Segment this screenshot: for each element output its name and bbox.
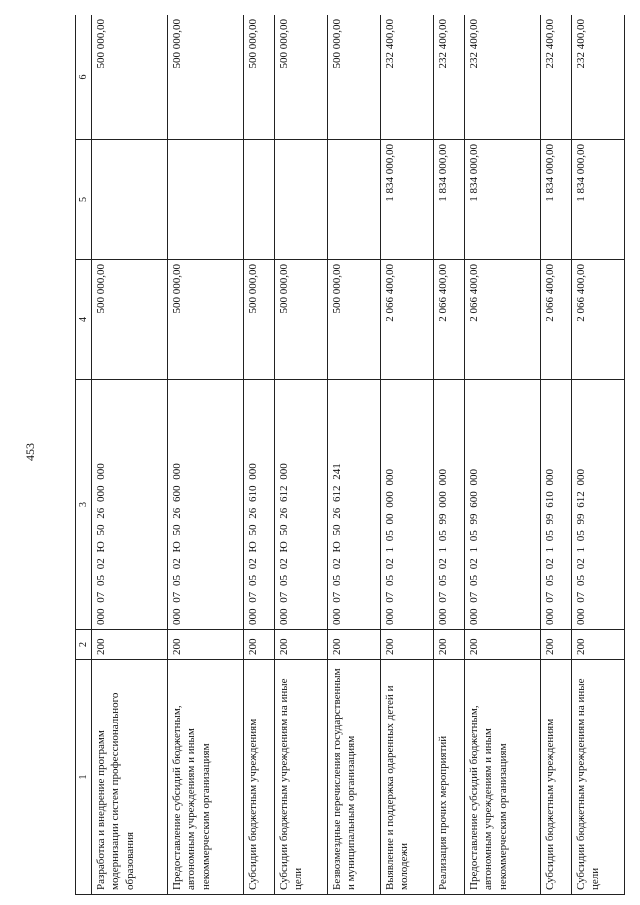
row-col6: 500 000,00 <box>167 15 243 140</box>
row-name: Предоставление субсидий бюджетным, автономным учреждениям и иным некоммерческим организациям <box>167 660 243 895</box>
row-classification-code: 000 07 05 02 1 05 99 000 000 <box>434 380 465 630</box>
row-col6: 232 400,00 <box>434 15 465 140</box>
row-classification-code: 000 07 05 02 1 05 99 600 000 <box>465 380 541 630</box>
row-name: Предоставление субсидий бюджетным, автономным учреждениям и иным некоммерческим организациям <box>465 660 541 895</box>
column-header: 3 <box>76 380 92 630</box>
row-code-200: 200 <box>243 630 274 660</box>
table-row <box>381 15 434 895</box>
row-col6: 232 400,00 <box>465 15 541 140</box>
row-col5: 1 834 000,00 <box>434 140 465 260</box>
row-total: 500 000,00 <box>243 260 274 380</box>
row-col5: 1 834 000,00 <box>381 140 434 260</box>
column-header: 1 <box>76 660 92 895</box>
row-code-200: 200 <box>571 630 624 660</box>
table-row <box>92 15 168 895</box>
row-total: 500 000,00 <box>92 260 168 380</box>
row-classification-code: 000 07 05 02 1 05 99 610 000 <box>541 380 572 630</box>
budget-table-wrapper <box>75 15 625 895</box>
row-col5: 1 834 000,00 <box>571 140 624 260</box>
row-total: 500 000,00 <box>327 260 380 380</box>
row-name: Разработка и внедрение программ модернизации систем профессионального образования <box>92 660 168 895</box>
row-col5 <box>92 140 168 260</box>
header-row <box>76 15 92 895</box>
row-col6: 500 000,00 <box>327 15 380 140</box>
row-total: 2 066 400,00 <box>541 260 572 380</box>
row-name: Реализация прочих мероприятий <box>434 660 465 895</box>
row-name: Выявление и поддержка одаренных детей и молодежи <box>381 660 434 895</box>
row-classification-code: 000 07 05 02 1 05 00 000 000 <box>381 380 434 630</box>
row-code-200: 200 <box>465 630 541 660</box>
column-header: 2 <box>76 630 92 660</box>
row-col5: 1 834 000,00 <box>541 140 572 260</box>
column-header: 4 <box>76 260 92 380</box>
row-code-200: 200 <box>541 630 572 660</box>
row-col6: 500 000,00 <box>274 15 327 140</box>
row-classification-code: 000 07 05 02 Ю 50 26 600 000 <box>167 380 243 630</box>
table-row <box>434 15 465 895</box>
row-classification-code: 000 07 05 02 Ю 50 26 612 241 <box>327 380 380 630</box>
row-total: 2 066 400,00 <box>434 260 465 380</box>
row-classification-code: 000 07 05 02 Ю 50 26 610 000 <box>243 380 274 630</box>
table-row <box>465 15 541 895</box>
row-total: 500 000,00 <box>167 260 243 380</box>
row-classification-code: 000 07 05 02 1 05 99 612 000 <box>571 380 624 630</box>
rotated-page-area <box>75 15 625 895</box>
row-col6: 500 000,00 <box>92 15 168 140</box>
row-col6: 500 000,00 <box>243 15 274 140</box>
row-col5 <box>327 140 380 260</box>
page-number: 453 <box>23 443 37 461</box>
row-name: Субсидии бюджетным учреждениям на иные цели <box>571 660 624 895</box>
row-code-200: 200 <box>274 630 327 660</box>
row-code-200: 200 <box>327 630 380 660</box>
column-header: 6 <box>76 15 92 140</box>
row-col5 <box>167 140 243 260</box>
column-header: 5 <box>76 140 92 260</box>
table-row <box>541 15 572 895</box>
row-col5: 1 834 000,00 <box>465 140 541 260</box>
row-classification-code: 000 07 05 02 Ю 50 26 612 000 <box>274 380 327 630</box>
row-total: 2 066 400,00 <box>465 260 541 380</box>
row-name: Субсидии бюджетным учреждениям <box>243 660 274 895</box>
row-col6: 232 400,00 <box>541 15 572 140</box>
row-total: 500 000,00 <box>274 260 327 380</box>
row-total: 2 066 400,00 <box>571 260 624 380</box>
row-col6: 232 400,00 <box>571 15 624 140</box>
table-row <box>274 15 327 895</box>
row-code-200: 200 <box>381 630 434 660</box>
row-classification-code: 000 07 05 02 Ю 50 26 000 000 <box>92 380 168 630</box>
row-name: Субсидии бюджетным учреждениям <box>541 660 572 895</box>
row-name: Безвозмездные перечисления государственным и муниципальным организациям <box>327 660 380 895</box>
row-col5 <box>243 140 274 260</box>
row-code-200: 200 <box>434 630 465 660</box>
row-total: 2 066 400,00 <box>381 260 434 380</box>
table-row <box>243 15 274 895</box>
row-col6: 232 400,00 <box>381 15 434 140</box>
row-code-200: 200 <box>167 630 243 660</box>
row-name: Субсидии бюджетным учреждениям на иные цели <box>274 660 327 895</box>
row-col5 <box>274 140 327 260</box>
budget-table <box>75 15 625 895</box>
row-code-200: 200 <box>92 630 168 660</box>
table-row <box>167 15 243 895</box>
table-row <box>571 15 624 895</box>
table-row <box>327 15 380 895</box>
